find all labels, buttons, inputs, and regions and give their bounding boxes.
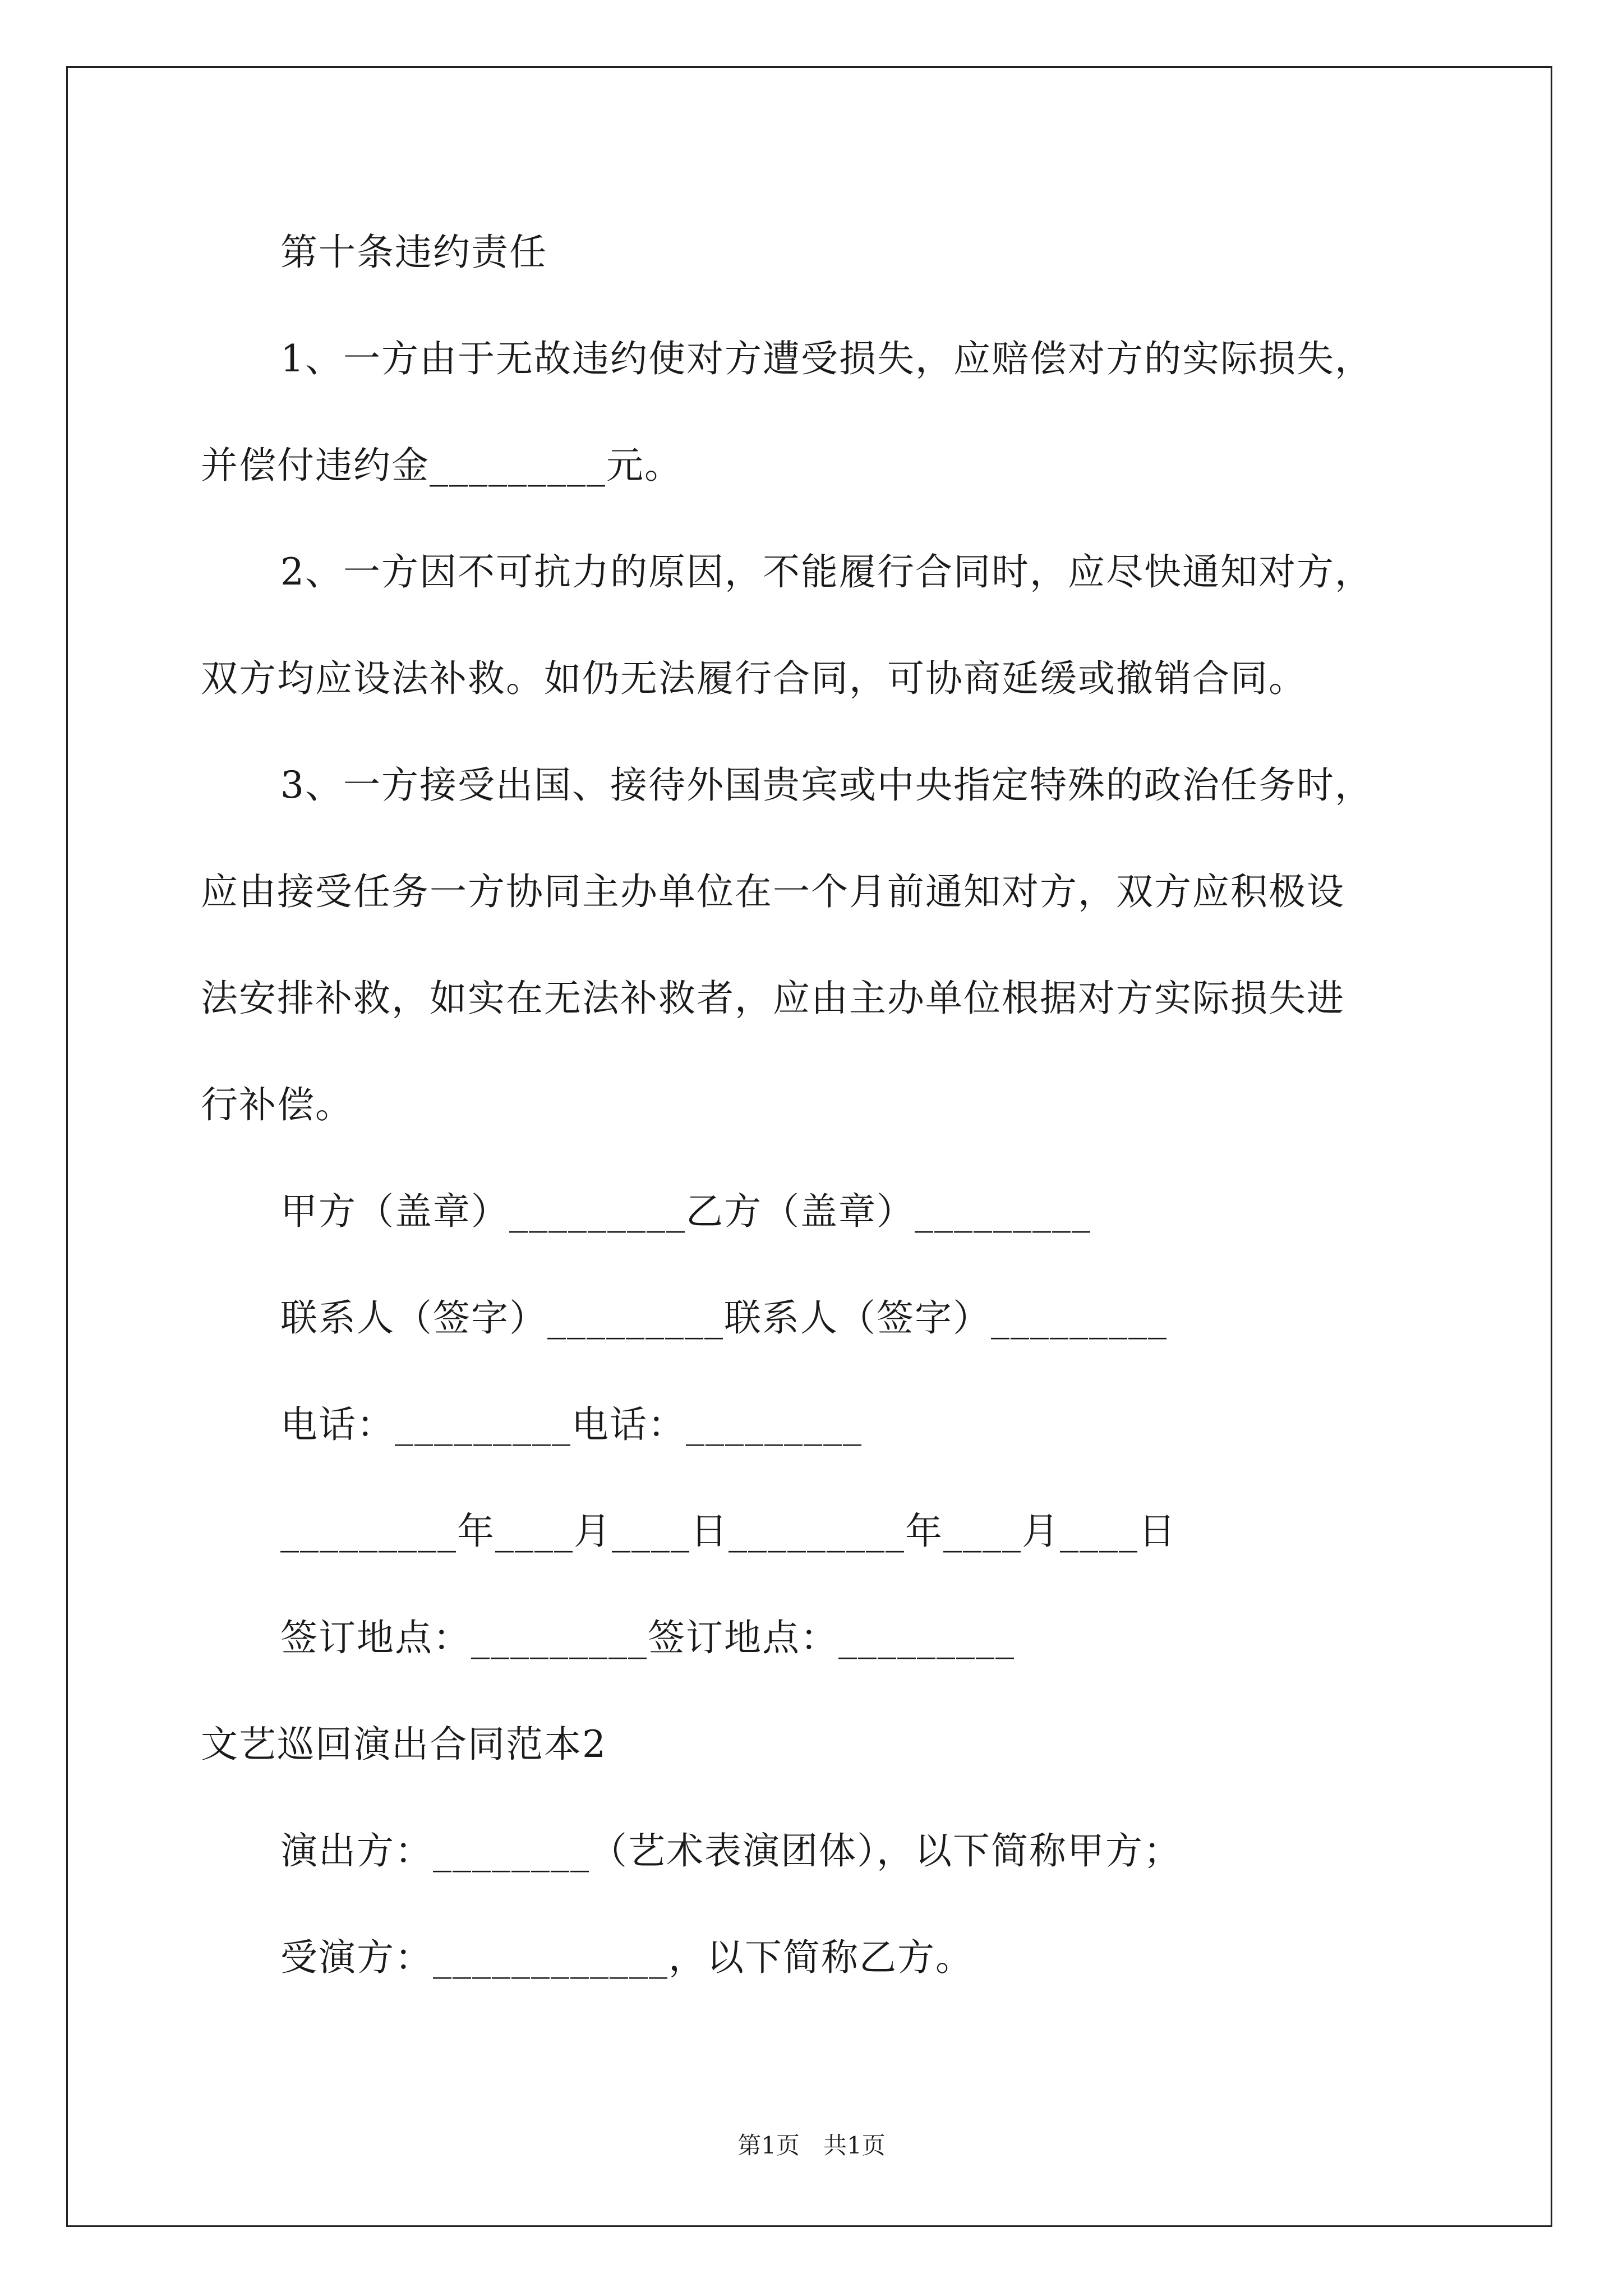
phone-line: 电话：_________电话：_________ xyxy=(280,1403,863,1446)
page-number-footer: 第1页 共1页 xyxy=(737,2132,886,2159)
template-2-title: 文艺巡回演出合同范本2 xyxy=(201,1723,607,1766)
clause-3-line-2: 应由接受任务一方协同主办单位在一个月前通知对方，双方应积极设 xyxy=(201,870,1345,913)
clause-1-line-2: 并偿付违约金_________元。 xyxy=(201,444,683,487)
clause-1-line-1: 1、一方由于无故违约使对方遭受损失，应赔偿对方的实际损失， xyxy=(280,337,1373,380)
party-seal-line: 甲方（盖章）_________乙方（盖章）_________ xyxy=(280,1190,1091,1233)
clause-3-line-3: 法安排补救，如实在无法补救者，应由主办单位根据对方实际损失进 xyxy=(201,977,1345,1020)
article-10-heading: 第十条违约责任 xyxy=(280,231,547,274)
contact-signature-line: 联系人（签字）_________联系人（签字）_________ xyxy=(280,1296,1168,1340)
clause-3-line-4: 行补偿。 xyxy=(201,1083,353,1126)
host-line: 受演方：____________，以下简称乙方。 xyxy=(280,1936,974,1979)
clause-3-line-1: 3、一方接受出国、接待外国贵宾或中央指定特殊的政治任务时， xyxy=(280,763,1373,807)
signing-place-line: 签订地点：_________签订地点：_________ xyxy=(280,1616,1015,1659)
performer-line: 演出方：________（艺术表演团体），以下简称甲方； xyxy=(280,1829,1182,1872)
page-border xyxy=(66,66,1552,2227)
clause-2-line-1: 2、一方因不可抗力的原因，不能履行合同时，应尽快通知对方， xyxy=(280,550,1373,593)
clause-2-line-2: 双方均应设法补救。如仍无法履行合同，可协商延缓或撤销合同。 xyxy=(201,657,1307,700)
date-line: _________年____月____日_________年____月____日 xyxy=(280,1510,1177,1553)
